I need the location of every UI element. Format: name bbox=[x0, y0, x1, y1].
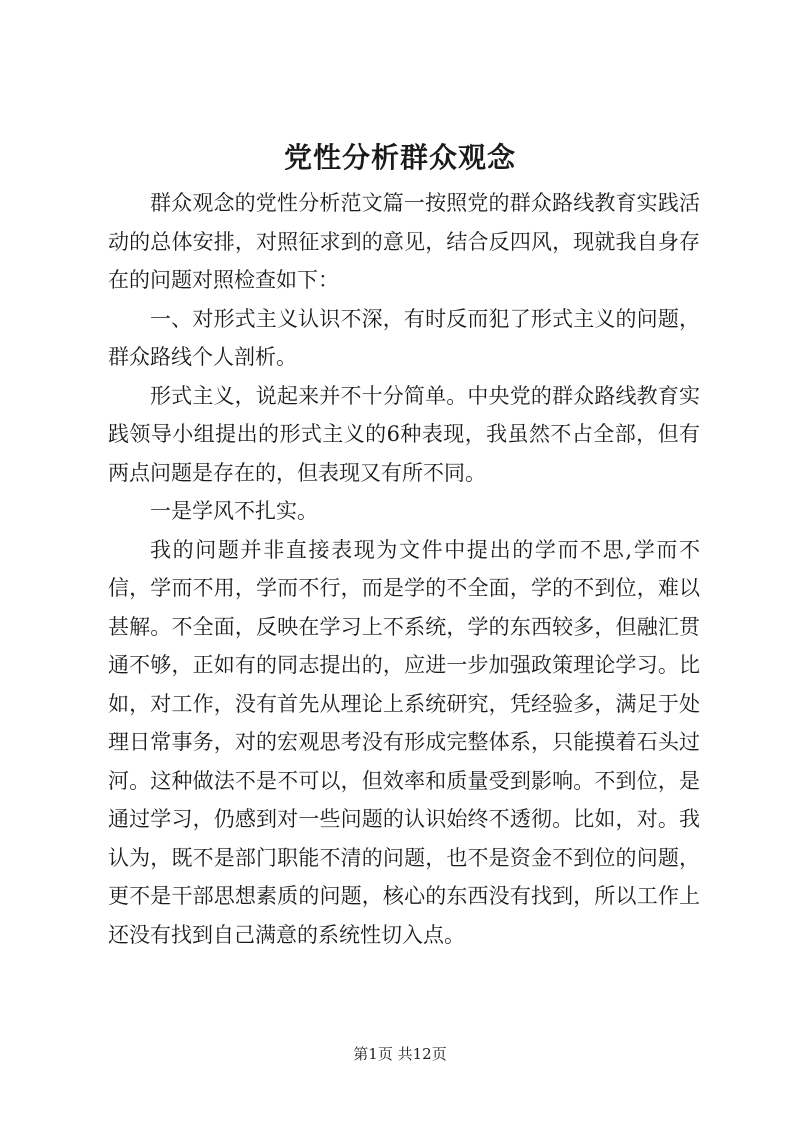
paragraph-intro: 群众观念的党性分析范文篇一按照党的群众路线教育实践活动的总体安排，对照征求到的意见，结合反四风，现就我自身存在的问题对照检查如下： bbox=[108, 191, 700, 292]
paragraph-formalism: 形式主义，说起来并不十分简单。中央党的群众路线教育实践领导小组提出的形式主义的6种表现，我虽然不占全部，但有两点问题是存在的，但表现又有所不同。 bbox=[108, 383, 700, 485]
paragraph-analysis: 我的问题并非直接表现为文件中提出的学而不思,学而不信，学而不用，学而不行，而是学的不全面，学的不到位，难以甚解。不全面，反映在学习上不系统，学的东西较多，但融汇贯通不够，正如有的同志提出的，应进一步加强政策理论学习。比如，对工作，没有首先从理论上系统研究，凭经验多，满足于处理日常事务，对的宏观思考没有形成完整体系，只能摸着石头过河。这种做法不是不可以，但效率和质量受到影响。不到位，是通过学习，仍感到对一些问题的认识始终不透彻。比如，对。我认为，既不是部门职能不清的问题，也不是资金不到位的问题，更不是干部思想素质的问题，核心的东西没有找到，所以工作上还没有找到自己满意的系统性切入点。 bbox=[108, 537, 700, 947]
page-title: 党性分析群众观念 bbox=[283, 141, 516, 174]
page-footer: 第1页 共12页 bbox=[353, 1045, 447, 1063]
paragraph-point-one: 一是学风不扎实。 bbox=[150, 499, 318, 523]
paragraph-heading-one: 一、对形式主义认识不深，有时反而犯了形式主义的问题，群众路线个人剖析。 bbox=[108, 306, 700, 369]
document-body bbox=[108, 184, 700, 954]
